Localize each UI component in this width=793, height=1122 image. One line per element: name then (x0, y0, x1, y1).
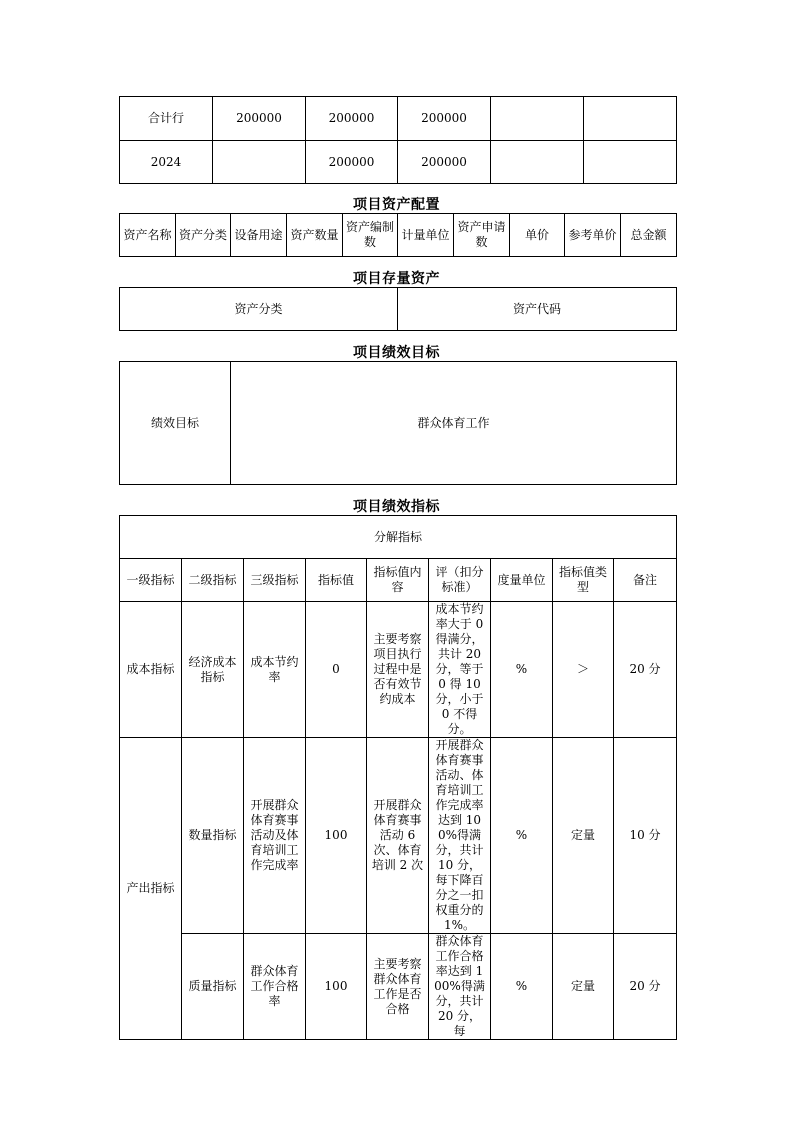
column-header: 备注 (614, 559, 677, 602)
column-header: 计量单位 (398, 214, 454, 257)
stock-assets-table (119, 287, 677, 331)
column-header: 度量单位 (491, 559, 553, 602)
unit-cell: % (491, 934, 553, 1040)
table-row (120, 362, 677, 485)
remark-cell: 10 分 (614, 738, 677, 934)
table-cell: 200000 (213, 97, 306, 141)
table-cell (491, 141, 584, 184)
column-header: 二级指标 (182, 559, 244, 602)
column-header: 指标值类型 (553, 559, 614, 602)
perf-indicators-table (119, 515, 677, 1040)
table-cell: 合计行 (120, 97, 213, 141)
table-row (120, 934, 677, 1040)
table-cell: 2024 (120, 141, 213, 184)
column-header: 一级指标 (120, 559, 182, 602)
column-header: 资产编制数 (343, 214, 398, 257)
value-cell: 100 (306, 934, 367, 1040)
budget-table (119, 96, 677, 184)
content-cell: 开展群众体育赛事活动 6 次、体育培训 2 次 (367, 738, 429, 934)
level2-cell: 质量指标 (182, 934, 244, 1040)
perf-indicators-title: 项目绩效指标 (353, 499, 440, 515)
level3-cell: 成本节约率 (244, 602, 306, 738)
table-cell (584, 141, 677, 184)
column-header: 资产分类 (120, 288, 398, 331)
table-cell (213, 141, 306, 184)
column-header: 资产名称 (120, 214, 176, 257)
standard-cell: 群众体育工作合格率达到 100%得满分，共计 20 分，每 (429, 934, 491, 1040)
table-row (120, 738, 677, 934)
table-header-row (120, 559, 677, 602)
unit-cell: % (491, 602, 553, 738)
content-cell: 主要考察项目执行过程中是否有效节约成本 (367, 602, 429, 738)
table-row (120, 97, 677, 141)
remark-cell: 20 分 (614, 934, 677, 1040)
table-row (120, 602, 677, 738)
column-header: 总金额 (621, 214, 677, 257)
perf-goal-label: 绩效目标 (120, 362, 231, 485)
column-header: 指标值内容 (367, 559, 429, 602)
unit-cell: % (491, 738, 553, 934)
value-cell: 100 (306, 738, 367, 934)
column-header: 单价 (510, 214, 565, 257)
table-cell: 200000 (306, 97, 398, 141)
asset-config-title: 项目资产配置 (353, 197, 440, 213)
level1-cell: 成本指标 (120, 602, 182, 738)
column-header: 指标值 (306, 559, 367, 602)
table-caption-row (120, 516, 677, 559)
table-cell: 200000 (398, 141, 491, 184)
value-cell: 0 (306, 602, 367, 738)
table-cell (584, 97, 677, 141)
column-header: 参考单价 (565, 214, 621, 257)
column-header: 评（扣分标准） (429, 559, 491, 602)
table-cell: 200000 (398, 97, 491, 141)
column-header: 资产代码 (398, 288, 677, 331)
level1-cell: 产出指标 (120, 738, 182, 1040)
standard-cell: 开展群众体育赛事活动、体育培训工作完成率达到 100%得满分，共计 10 分，每下降百分之一扣权重分的 1%。 (429, 738, 491, 934)
column-header: 资产申请数 (454, 214, 510, 257)
table-row (120, 141, 677, 184)
column-header: 资产数量 (287, 214, 343, 257)
stock-assets-title: 项目存量资产 (353, 271, 440, 287)
level2-cell: 数量指标 (182, 738, 244, 934)
level2-cell: 经济成本指标 (182, 602, 244, 738)
standard-cell: 成本节约率大于 0 得满分，共计 20 分，等于 0 得 10 分，小于 0 不得分。 (429, 602, 491, 738)
type-cell: ＞ (553, 602, 614, 738)
level3-cell: 群众体育工作合格率 (244, 934, 306, 1040)
table-header-row (120, 214, 677, 257)
column-header: 三级指标 (244, 559, 306, 602)
column-header: 资产分类 (176, 214, 231, 257)
column-header: 设备用途 (231, 214, 287, 257)
perf-goal-title: 项目绩效目标 (353, 345, 440, 361)
type-cell: 定量 (553, 934, 614, 1040)
perf-goal-value: 群众体育工作 (231, 362, 677, 485)
table-cell: 200000 (306, 141, 398, 184)
perf-goal-table (119, 361, 677, 485)
remark-cell: 20 分 (614, 602, 677, 738)
table-cell (491, 97, 584, 141)
table-header-row (120, 288, 677, 331)
table-caption: 分解指标 (120, 516, 677, 559)
asset-config-table (119, 213, 677, 257)
level3-cell: 开展群众体育赛事活动及体育培训工作完成率 (244, 738, 306, 934)
type-cell: 定量 (553, 738, 614, 934)
content-cell: 主要考察群众体育工作是否合格 (367, 934, 429, 1040)
